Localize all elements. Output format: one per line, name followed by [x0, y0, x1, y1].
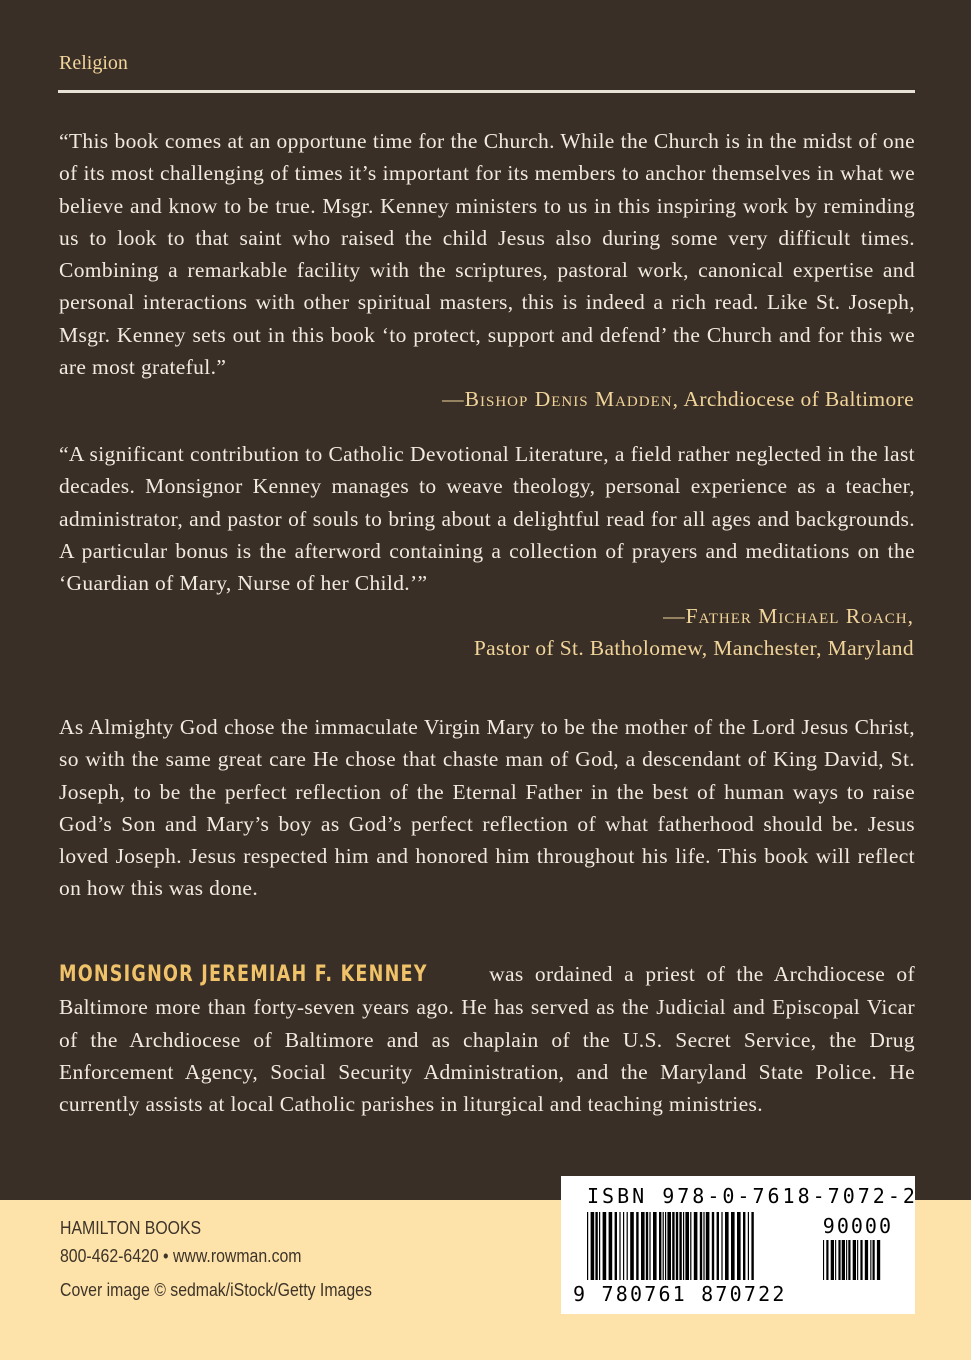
book-description: As Almighty God chose the immaculate Virgin Mary to be the mother of the Lord Jesus Christ, so with the same great care He chose that chaste man of God, a descendant of King David, St. Joseph, to be the perfect reflection of the Eternal Father in the best of human ways to raise God’s Son and Mary’s boy as God’s perfect reflection of what fatherhood should be. Jesus loved Joseph. Jesus respected him and honored him throughout his life. This book will reflect on how this was done.: [59, 715, 915, 901]
barcode-bar: [595, 1212, 597, 1280]
reviewer-org-2: Pastor of St. Batholomew, Manchester, Maryland: [473, 636, 914, 660]
barcode-bar: [748, 1212, 749, 1280]
barcode-bar: [599, 1212, 600, 1280]
author-name: MONSIGNOR JEREMIAH F. KENNEY: [59, 962, 428, 987]
barcode-bar: [591, 1212, 595, 1280]
barcode-bar: [672, 1212, 674, 1280]
barcode-bar: [659, 1212, 661, 1280]
barcode-bar: [860, 1240, 862, 1280]
barcode-bar: [653, 1212, 657, 1280]
cover-credit: Cover image © sedmak/iStock/Getty Images: [60, 1280, 372, 1300]
divider: [58, 90, 915, 93]
review-quote-2: “A significant contribution to Catholic Devotional Literature, a field rather neglected in the last decades. Monsignor Kenney manages to weave theology, personal experience as a teacher, administrator, and pastor of souls to bring about a delightful read for all ages and backgrounds. A particular bonus is the afterword containing a collection of prayers and meditations on the ‘Guardian of Mary, Nurse of her Child.’”: [59, 442, 915, 596]
barcode-bar: [823, 1240, 824, 1280]
barcode-bar: [619, 1212, 620, 1280]
barcode-bar: [870, 1240, 871, 1280]
isbn-text: ISBN 978-0-7618-7072-2: [587, 1184, 918, 1208]
ean-bars: [587, 1212, 754, 1280]
barcode-bar: [665, 1212, 666, 1280]
barcode-bar: [865, 1240, 868, 1280]
barcode-bar: [676, 1212, 678, 1280]
reviewer-name-2: —Father Michael Roach,: [663, 604, 914, 628]
barcode-bar: [717, 1212, 719, 1280]
barcode-bar: [703, 1212, 704, 1280]
barcode-bar: [835, 1240, 836, 1280]
barcode-bar: [636, 1212, 638, 1280]
reviewer-name-1: —Bishop Denis Madden,: [442, 387, 679, 411]
ean-number: 9 780761 870722: [573, 1282, 787, 1306]
barcode-bar: [838, 1240, 840, 1280]
review-quote-1: “This book comes at an opportune time for the Church. While the Church is in the midst of one of its most challenging of times it’s important for its members to anchor themselves in what we believe and know to be true. Msgr. Kenney ministers to us in this inspiring work by reminding us to look to that saint who raised the child Jesus also during some very difficult times. Combining a remarkable facility with the scriptures, pastoral work, canonical expertise and personal interactions with other spiritual masters, this is indeed a rich read. Like St. Joseph, Msgr. Kenney sets out in this book ‘to protect, support and defend’ the Church and for this we are most grateful.”: [59, 129, 915, 380]
barcode-bar: [873, 1240, 875, 1280]
barcode-bar: [649, 1212, 650, 1280]
barcode-bar: [603, 1212, 607, 1280]
barcode-bar: [751, 1212, 753, 1280]
barcode-bar: [737, 1212, 741, 1280]
barcode-bar: [587, 1212, 588, 1280]
barcode-bar: [690, 1212, 691, 1280]
barcode-bar: [831, 1240, 834, 1280]
publisher-name: HAMILTON BOOKS: [60, 1218, 202, 1238]
barcode-bar: [646, 1212, 648, 1280]
barcode-bar: [683, 1212, 684, 1280]
addon-number: 90000: [822, 1214, 893, 1238]
barcode-bar: [725, 1212, 729, 1280]
barcode-bar: [615, 1212, 617, 1280]
barcode-bar: [663, 1212, 664, 1280]
author-bio: [59, 958, 915, 1120]
barcode-bar: [667, 1212, 671, 1280]
barcode-bar: [853, 1240, 856, 1280]
barcode-bar: [609, 1212, 613, 1280]
barcode-bar: [846, 1240, 847, 1280]
barcode-bar: [679, 1212, 681, 1280]
barcode-bar: [826, 1240, 828, 1280]
author-bio-text: was ordained a priest of the Archdiocese of Baltimore more than forty-seven years ago. He has served as the Judicial and Episcopal Vicar of the Archdiocese of Baltimore and as chaplain of the U.S. Secret Service, the Drug Enforcement Agency, Social Security Administration, and the Maryland State Police. He currently assists at local Catholic parishes in liturgical and teaching ministries.: [59, 962, 915, 1117]
barcode-bar: [712, 1212, 714, 1280]
publisher-contact: 800-462-6420 • www.rowman.com: [60, 1246, 302, 1266]
barcode-bar: [641, 1212, 645, 1280]
barcode-bar: [623, 1212, 624, 1280]
barcode-bar: [848, 1240, 850, 1280]
barcode-bar: [877, 1240, 880, 1280]
reviewer-org-1: Archdiocese of Baltimore: [683, 387, 914, 411]
barcode-bar: [857, 1240, 858, 1280]
barcode-bar: [731, 1212, 735, 1280]
barcode-bar: [627, 1212, 628, 1280]
addon-bars: [823, 1240, 880, 1280]
barcode-bar: [721, 1212, 722, 1280]
barcode-bar: [694, 1212, 698, 1280]
barcode-bar: [743, 1212, 745, 1280]
barcode-bar: [706, 1212, 710, 1280]
review-attribution-1: [442, 383, 914, 415]
category-label: Religion: [59, 52, 128, 74]
barcode-bar: [842, 1240, 845, 1280]
barcode-bar: [685, 1212, 689, 1280]
barcode-bar: [630, 1212, 634, 1280]
barcode: [561, 1176, 918, 1314]
barcode-bar: [700, 1212, 702, 1280]
